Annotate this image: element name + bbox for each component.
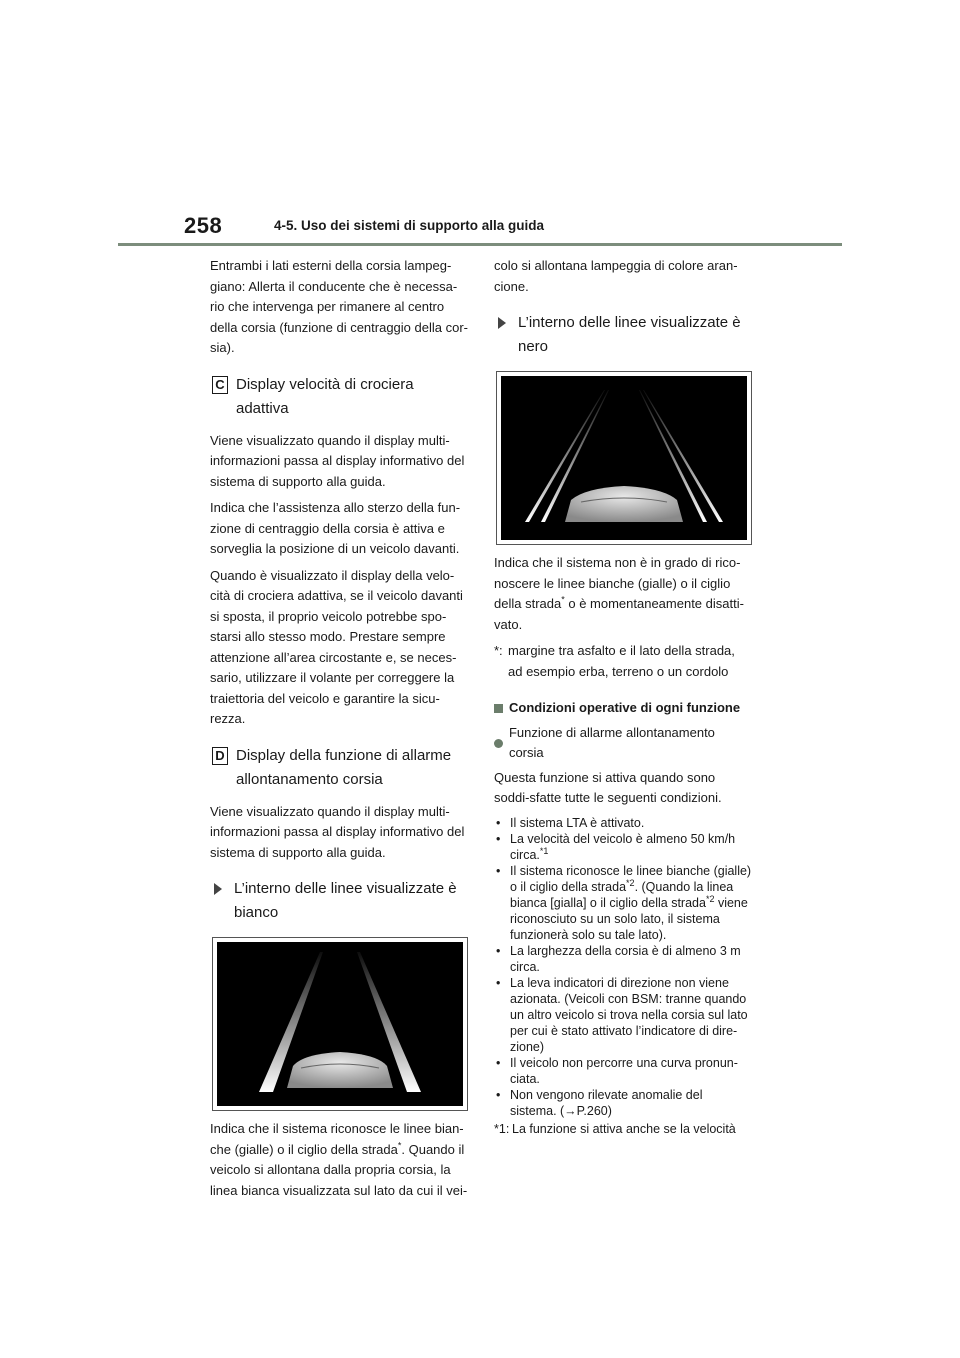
section-c-title: Display velocità di crociera adattiva — [236, 375, 414, 417]
section-d-paragraph-1: Viene visualizzato quando il display multi-informazioni passa al display informativo del sistema di supporto alla guida. — [210, 803, 465, 860]
white-lines-heading-text: L’interno delle linee visualizzate è bianco — [234, 880, 457, 921]
triangle-bullet-icon — [214, 883, 222, 895]
footnote — [494, 641, 752, 682]
list-item: • Il veicolo non percorre una curva pronun-ciata. — [496, 1055, 738, 1086]
function-paragraph: Questa funzione si attiva quando sono soddi-sfatte tutte le seguenti condizioni. — [494, 769, 722, 805]
section-d-badge: D — [212, 747, 228, 765]
white-lines-caption: Indica che il sistema riconosce le linee bian-che (gialle) o il ciglio della strada*. Quando il veicolo si allontana dalla propria corsia, la linea bianca visualizzata sul lato da cui il vei- — [210, 1121, 468, 1198]
section-d-title: Display della funzione di allarme allontanamento corsia — [236, 746, 452, 788]
black-lines-figure — [496, 371, 752, 545]
footnote-1-text: La funzione si attiva anche se la velocità — [512, 1121, 736, 1136]
triangle-bullet-icon — [498, 317, 506, 329]
footnote-1-mark: *1: — [494, 1121, 510, 1136]
list-item: • La velocità del veicolo è almeno 50 km/h circa.$^{*1}$ — [496, 831, 736, 862]
footnote-text: margine tra asfalto e il lato della strada, ad esempio erba, terreno o un cordolo — [508, 643, 735, 679]
circle-bullet-icon — [494, 739, 503, 748]
white-lines-figure — [212, 937, 468, 1111]
list-item: • Non vengono rilevate anomalie del sistema. (→P.260) — [496, 1087, 703, 1118]
black-lines-heading-text: L’interno delle linee visualizzate è nero — [518, 314, 741, 355]
list-item: • Il sistema LTA è attivato. — [496, 815, 645, 830]
right-column — [494, 256, 752, 1137]
section-c-badge: C — [212, 376, 228, 394]
continued-paragraph: colo si allontana lampeggia di colore aran-cione. — [494, 258, 738, 294]
section-c-heading — [210, 373, 468, 421]
section-title: 4-5. Uso dei sistemi di supporto alla guida — [274, 218, 545, 233]
left-column — [210, 256, 468, 1207]
square-bullet-icon — [494, 704, 503, 713]
list-item: • Il sistema riconosce le linee bianche (gialle) o il ciglio della strada$^{*2}$. (Quando la linea bianca [gialla] o il ciglio della strada$^{*2}$ viene riconosciuto su un solo lato, il sistema funzionerà solo su tale lato). — [496, 863, 752, 942]
section-c-paragraph-2: Indica che l’assistenza allo sterzo della fun-zione di centraggio della corsia è attiva e sorveglia la posizione di un veicolo davanti. — [210, 500, 461, 556]
conditions-heading: Condizioni operative di ogni funzione — [494, 698, 752, 719]
intro-paragraph: Entrambi i lati esterni della corsia lampeg-giano: Allerta il conducente che è necessa-rio che intervenga per rimanere al centro della corsia (funzione di centraggio della cor-sia). — [210, 258, 468, 355]
section-d-heading — [210, 744, 468, 792]
function-heading: Funzione di allarme allontanamento corsia — [494, 723, 752, 764]
section-c-paragraph-3: Quando è visualizzato il display della velo-cità di crociera adattiva, se il veicolo davanti si sposta, il proprio veicolo potrebbe spo-starsi allo stesso modo. Prestare sempre attenzione all’area circostante e, se neces-sario, utilizzare il volante per correggere la traiettoria del veicolo e garantire la sicu-rezza. — [210, 567, 463, 726]
footnote-mark: *: — [494, 643, 503, 658]
white-lines-heading — [210, 877, 468, 925]
black-lane-lines-illustration — [501, 376, 747, 540]
header-rule — [118, 243, 842, 246]
section-c-paragraph-1: Viene visualizzato quando il display multi-informazioni passa al display informativo del sistema di supporto alla guida. — [210, 432, 465, 489]
list-item: • La larghezza della corsia è di almeno 3 m circa. — [496, 943, 741, 974]
black-lines-caption: Indica che il sistema non è in grado di rico-noscere le linee bianche (gialle) o il ciglio della strada* o è momentaneamente disatti-vato. — [494, 555, 744, 632]
white-lane-lines-illustration — [217, 942, 463, 1106]
conditions-list — [494, 815, 752, 1119]
page-number: 258 — [184, 213, 223, 238]
page-header — [0, 0, 960, 250]
footnote-1 — [494, 1121, 752, 1137]
list-item: • La leva indicatori di direzione non viene azionata. (Veicoli con BSM: tranne quando un altro veicolo si trova nella corsia sul lato per cui è stato attivato l’indicatore di dire-zione) — [496, 975, 748, 1054]
black-lines-heading — [494, 311, 752, 359]
